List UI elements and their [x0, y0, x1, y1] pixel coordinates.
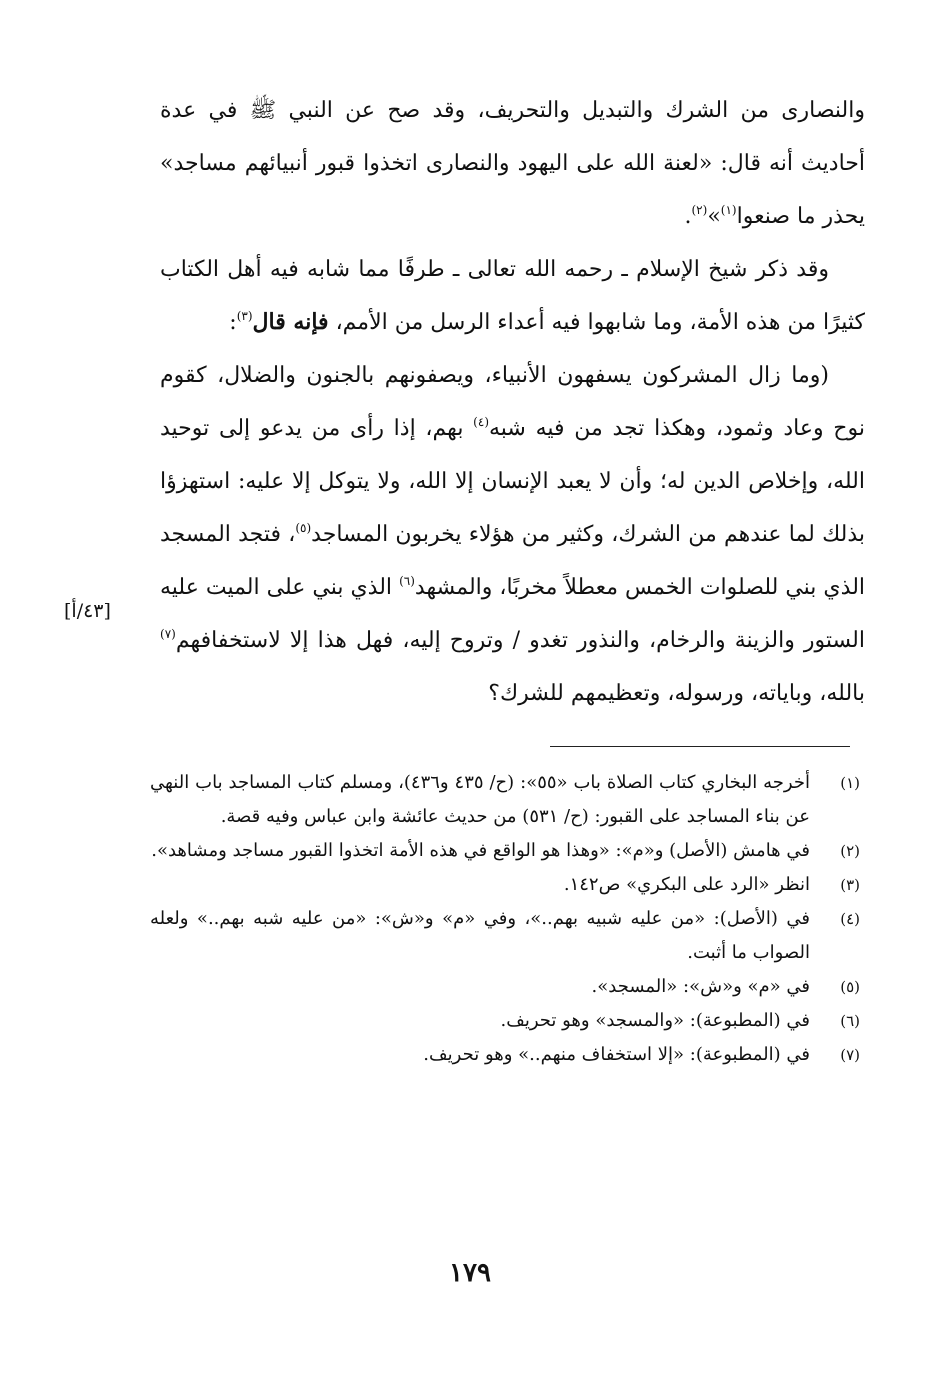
footnote-text: في (الأصل): «من عليه شبيه بهم..»، وفي «م» و«ش»: «من عليه شبه بهم..» ولعله الصواب ما أثبت.	[150, 908, 810, 963]
footnote-number: (٢)	[840, 842, 860, 860]
footnote-number: (١)	[840, 774, 860, 792]
footnote-ref-5[interactable]: (٥)	[295, 520, 312, 535]
quote-text-a: (وما زال المشركون يسفهون الأنبياء، ويصفونهم بالجنون والضلال، كقوم نوح وعاد وثمود، وهكذا تجد من فيه شبه	[160, 363, 865, 441]
footnote-ref-6[interactable]: (٦)	[399, 573, 415, 588]
footnote-text: في (المطبوعة): «والمسجد» وهو تحريف.	[500, 1010, 810, 1031]
period: .	[684, 204, 692, 229]
footnote-text: في «م» و«ش»: «المسجد».	[591, 976, 810, 997]
paragraph-1-text: والنصارى من الشرك والتبديل والتحريف، وقد صح عن النبي ﷺ في عدة أحاديث أنه قال: «لعنة الله على اليهود والنصارى اتخذوا قبور أنبيائهم مساجد» يحذر ما صنعوا	[160, 98, 865, 229]
manuscript-folio-marker: [٤٣/أ]	[64, 600, 111, 622]
colon: :	[229, 310, 237, 335]
footnote	[150, 766, 860, 834]
footnote	[150, 868, 860, 902]
footnote-number: (٣)	[840, 876, 860, 894]
paragraph-2	[160, 243, 865, 349]
footnote-ref-7[interactable]: (٧)	[160, 626, 176, 641]
footnote-text: أخرجه البخاري كتاب الصلاة باب «٥٥»: (ح/ ٤٣٥ و٤٣٦)، ومسلم كتاب المساجد باب النهي عن بناء المساجد على القبور: (ح/ ٥٣١) من حديث عائشة وابن عباس وفيه قصة.	[150, 772, 810, 827]
paragraph-3-quote	[160, 349, 865, 720]
main-text	[160, 84, 865, 720]
quote-text-c: ، فتجد المسجد الذي بني للصلوات الخمس معطلاً مخربًا، والمشهد	[160, 522, 866, 600]
footnote-ref-3[interactable]: (٣)	[236, 308, 253, 323]
paragraph-2-text: وقد ذكر شيخ الإسلام ـ رحمه الله تعالى ـ طرفًا مما شابه فيه أهل الكتاب كثيرًا من هذه الأمة، وما شابهوا فيه أعداء الرسل من الأمم،	[160, 257, 865, 335]
page-number: ١٧٩	[449, 1258, 491, 1288]
paragraph-1	[160, 84, 865, 243]
footnote	[150, 902, 860, 970]
footnote-number: (٥)	[840, 978, 860, 996]
footnote	[150, 1004, 860, 1038]
footnote-number: (٦)	[840, 1012, 860, 1030]
footnote-text: في هامش (الأصل) و«م»: «وهذا هو الواقع في هذه الأمة اتخذوا القبور مساجد ومشاهد».	[151, 840, 810, 861]
footnote	[150, 970, 860, 1004]
footnote-number: (٧)	[840, 1046, 860, 1064]
footnote	[150, 834, 860, 868]
footnotes	[150, 766, 860, 1072]
footnote-ref-2[interactable]: (٢)	[691, 202, 708, 217]
bold-phrase: فإنه قال	[252, 309, 329, 335]
footnote-ref-4[interactable]: (٤)	[473, 414, 489, 429]
footnote-text: في (المطبوعة): «إلا استخفاف منهم..» وهو تحريف.	[423, 1044, 810, 1065]
footnote-number: (٤)	[840, 910, 860, 928]
quote-text-b: بهم، إذا رأى من يدعو إلى توحيد الله، وإخلاص الدين له؛ وأن لا يعبد الإنسان إلا الله، ولا يتوكل إلا عليه: استهزؤا بذلك لما عندهم من الشرك، وكثير من هؤلاء يخربون المساجد	[160, 416, 866, 547]
footnote	[150, 1038, 860, 1072]
quote-close: »	[707, 204, 721, 229]
quote-text-e: بالله، وباياته، ورسوله، وتعظيمهم للشرك؟	[488, 681, 865, 706]
quote-text-d: الذي بني على الميت عليه الستور والزينة والرخام، والنذور تغدو / وتروح إليه، فهل هذا إلا لاستخفافهم	[160, 575, 865, 653]
footnote-ref-1[interactable]: (١)	[720, 202, 737, 217]
footnote-text: انظر «الرد على البكري» ص١٤٢.	[563, 874, 810, 895]
footnote-separator	[550, 746, 850, 747]
